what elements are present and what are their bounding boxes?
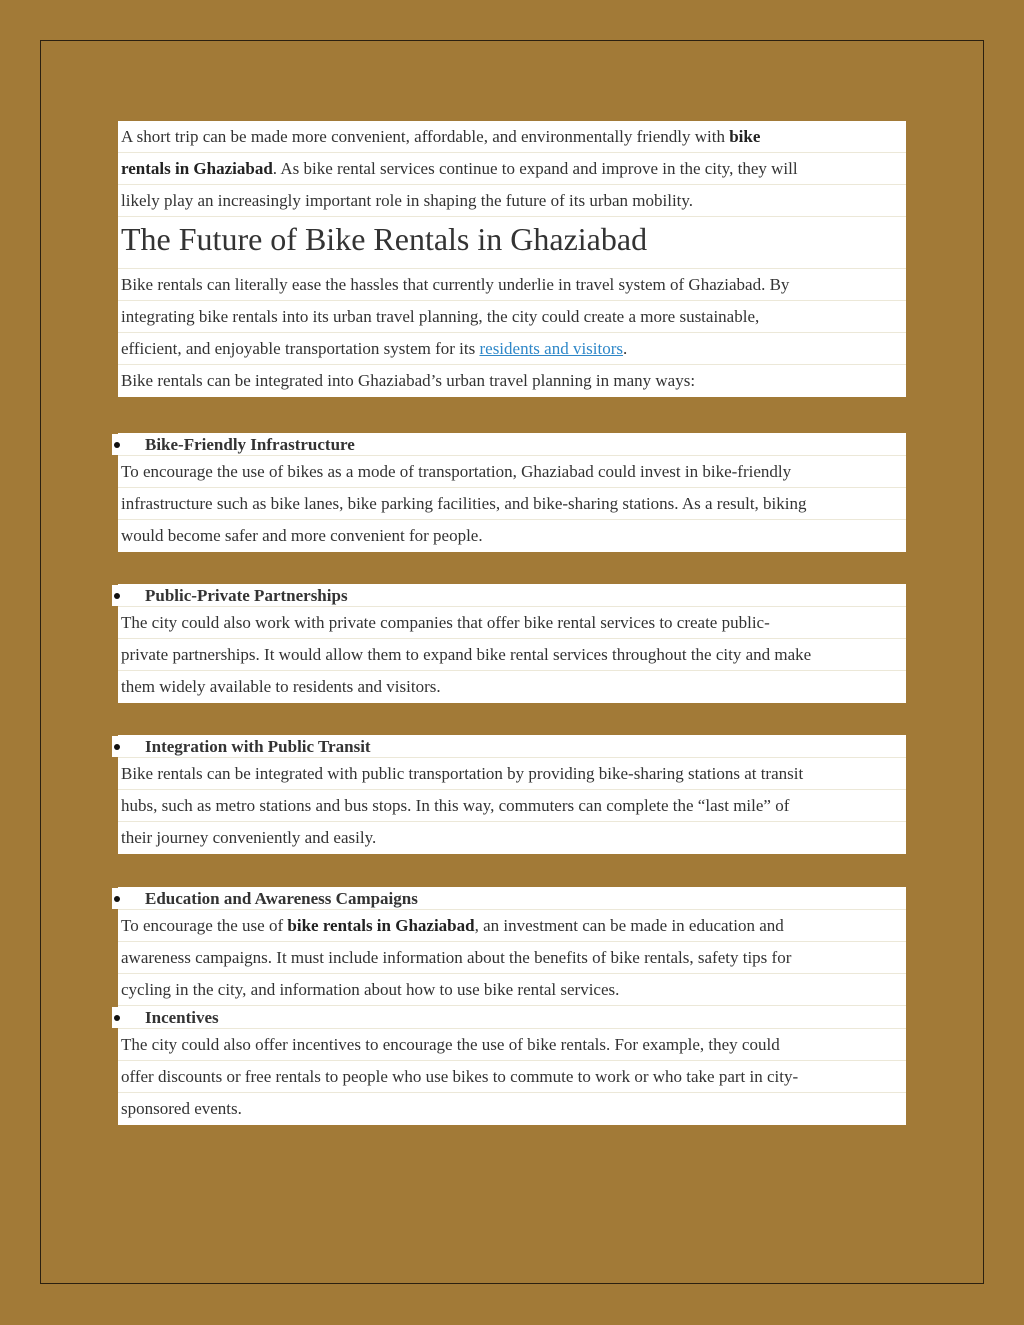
residents-visitors-link[interactable]: residents and visitors <box>479 339 624 358</box>
section-line: them widely available to residents and visitors. <box>121 677 441 696</box>
intro-line-2: rentals in Ghaziabad. As bike rental services continue to expand and improve in the city, they will <box>118 153 906 185</box>
bullet-item <box>118 433 906 456</box>
section-title: Education and Awareness Campaigns <box>145 889 418 908</box>
section-line: hubs, such as metro stations and bus stops. In this way, commuters can complete the “last mile” of <box>118 790 906 822</box>
intro-line-1: A short trip can be made more convenient, affordable, and environmentally friendly with bike <box>118 121 906 153</box>
section-line: awareness campaigns. It must include information about the benefits of bike rentals, safety tips for <box>118 942 906 974</box>
future-line-2: integrating bike rentals into its urban travel planning, the city could create a more sustainable, <box>118 301 906 333</box>
section-line: offer discounts or free rentals to people who use bikes to commute to work or who take part in city- <box>118 1061 906 1093</box>
future-line-4: Bike rentals can be integrated into Ghaziabad’s urban travel planning in many ways: <box>121 371 696 390</box>
section-line: The city could also work with private companies that offer bike rental services to create public- <box>118 607 906 639</box>
intro-line-3: likely play an increasingly important role in shaping the future of its urban mobility. <box>118 185 906 217</box>
section-public-private-partnerships <box>118 584 906 703</box>
bullet-icon <box>114 744 120 750</box>
bold-keyword: bike <box>729 127 761 146</box>
section-line: private partnerships. It would allow them to expand bike rental services throughout the city and make <box>118 639 906 671</box>
section-line: To encourage the use of bike rentals in Ghaziabad, an investment can be made in education and <box>118 910 906 942</box>
bold-keyword: bike rentals in Ghaziabad <box>287 916 475 935</box>
section-line: The city could also offer incentives to encourage the use of bike rentals. For example, they could <box>118 1029 906 1061</box>
section-integration-public-transit <box>118 735 906 854</box>
bullet-item <box>118 735 906 758</box>
bullet-item <box>118 1006 906 1029</box>
bullet-item <box>118 887 906 910</box>
bold-keyword: rentals in Ghaziabad <box>121 159 273 178</box>
bullet-icon <box>114 1015 120 1021</box>
future-line-1: Bike rentals can literally ease the hassles that currently underlie in travel system of Ghaziabad. By <box>118 269 906 301</box>
section-line: sponsored events. <box>121 1099 242 1118</box>
section-line: their journey conveniently and easily. <box>121 828 377 847</box>
section-education-awareness <box>118 887 906 1125</box>
bullet-icon <box>114 593 120 599</box>
bullet-icon <box>114 896 120 902</box>
bullet-item <box>118 584 906 607</box>
section-line: infrastructure such as bike lanes, bike parking facilities, and bike-sharing stations. As a result, biking <box>118 488 906 520</box>
section-line: To encourage the use of bikes as a mode of transportation, Ghaziabad could invest in bike-friendly <box>118 456 906 488</box>
intro-block <box>118 121 906 397</box>
section-title: Incentives <box>145 1008 219 1027</box>
section-title: Bike-Friendly Infrastructure <box>145 435 355 454</box>
bullet-icon <box>114 442 120 448</box>
section-title: Public-Private Partnerships <box>145 586 348 605</box>
section-line: cycling in the city, and information about how to use bike rental services. <box>118 974 906 1006</box>
page-title: The Future of Bike Rentals in Ghaziabad <box>118 217 906 269</box>
section-title: Integration with Public Transit <box>145 737 371 756</box>
section-line: Bike rentals can be integrated with public transportation by providing bike-sharing stations at transit <box>118 758 906 790</box>
section-line: would become safer and more convenient for people. <box>121 526 483 545</box>
future-line-3: efficient, and enjoyable transportation system for its residents and visitors. <box>118 333 906 365</box>
section-bike-friendly-infrastructure <box>118 433 906 552</box>
